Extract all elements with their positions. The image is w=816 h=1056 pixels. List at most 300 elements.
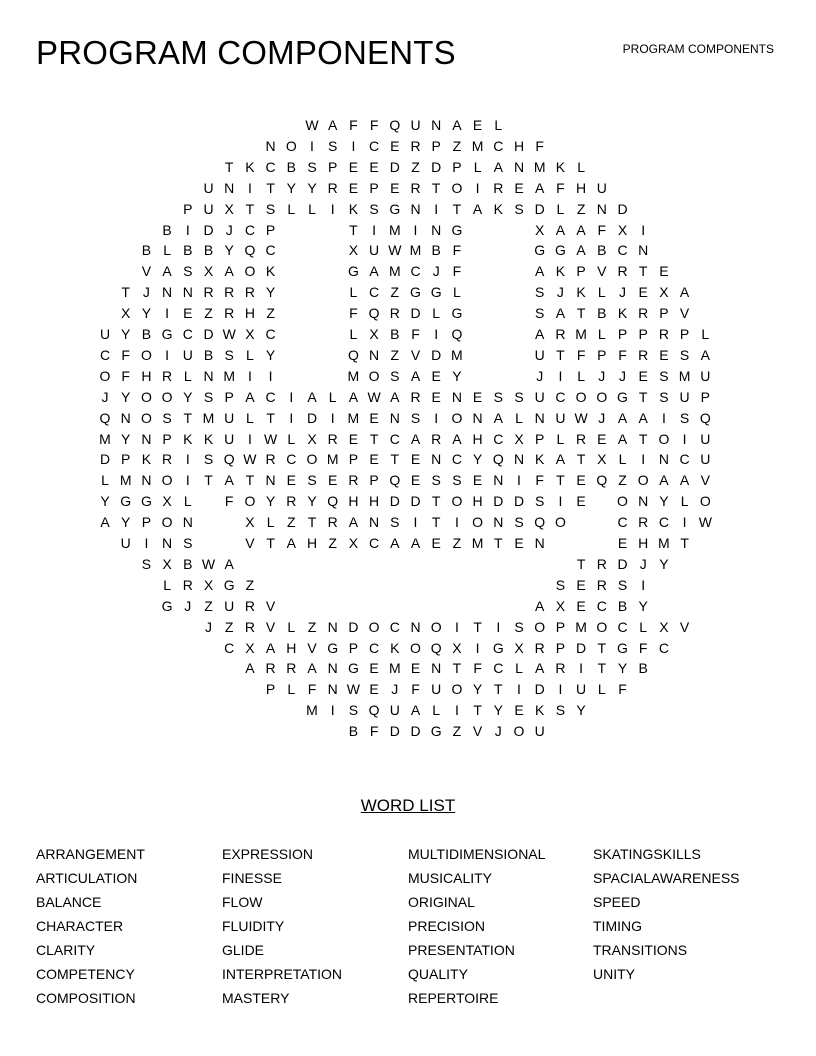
grid-letter: I [247, 179, 252, 196]
grid-letter: N [203, 367, 214, 384]
grid-letter: L [287, 681, 296, 698]
grid-letter: C [265, 158, 276, 175]
grid-letter: J [556, 284, 564, 301]
grid-letter: G [617, 388, 628, 405]
word-item: MULTIDIMENSIONAL [408, 846, 546, 862]
grid-letter: U [431, 681, 442, 698]
grid-letter: G [161, 597, 173, 614]
grid-letter: P [121, 451, 131, 468]
grid-letter: C [286, 451, 297, 468]
grid-letter: R [596, 576, 607, 593]
grid-letter: N [182, 284, 193, 301]
grid-letter: L [494, 117, 503, 133]
grid-letter: H [141, 367, 152, 384]
grid-letter: I [517, 681, 521, 698]
word-item: FLOW [222, 894, 263, 910]
grid-letter: A [224, 263, 234, 280]
grid-letter: A [162, 263, 172, 280]
grid-letter: P [348, 451, 359, 468]
grid-letter: Y [576, 702, 586, 719]
grid-letter: C [493, 137, 504, 154]
grid-letter: X [203, 576, 214, 593]
grid-letter: E [576, 597, 586, 614]
grid-letter: E [659, 263, 669, 280]
grid-letter: I [475, 639, 480, 656]
grid-letter: Y [472, 451, 483, 468]
grid-letter: X [348, 535, 359, 551]
grid-letter: A [328, 117, 338, 133]
grid-letter: S [410, 409, 421, 426]
grid-letter: M [99, 430, 111, 447]
grid-letter: Z [390, 346, 400, 363]
grid-letter: F [556, 179, 565, 196]
grid-letter: E [431, 367, 441, 384]
grid-letter: D [410, 493, 421, 510]
grid-letter: E [286, 472, 296, 489]
grid-letter: D [617, 200, 628, 217]
grid-letter: L [597, 681, 606, 698]
grid-letter: I [496, 618, 501, 635]
grid-letter: I [289, 409, 294, 426]
grid-letter: N [327, 681, 338, 698]
word-item: REPERTOIRE [408, 990, 499, 1006]
grid-letter: O [306, 451, 318, 468]
grid-letter: W [305, 117, 319, 133]
grid-letter: J [432, 263, 440, 280]
grid-letter: F [638, 639, 648, 656]
grid-letter: T [597, 639, 607, 656]
grid-letter: B [203, 346, 214, 363]
grid-letter: D [306, 409, 318, 426]
grid-letter: R [658, 326, 669, 342]
grid-letter: Q [596, 472, 608, 489]
grid-letter: Y [183, 388, 193, 405]
grid-letter: L [287, 430, 296, 447]
grid-letter: R [638, 346, 649, 363]
grid-letter: L [308, 200, 316, 217]
grid-letter: Y [265, 346, 276, 363]
grid-letter: I [185, 221, 190, 238]
grid-letter: Q [347, 346, 359, 363]
grid-letter: O [244, 263, 256, 280]
grid-letter: Q [534, 514, 546, 531]
grid-letter: N [658, 451, 669, 468]
grid-letter: Q [368, 305, 380, 322]
grid-letter: G [492, 639, 504, 656]
grid-letter: V [679, 305, 690, 322]
word-item: INTERPRETATION [222, 966, 343, 982]
grid-letter: E [410, 472, 421, 489]
grid-letter: A [535, 263, 545, 280]
grid-letter: A [245, 660, 255, 677]
grid-letter: W [263, 430, 278, 447]
grid-letter: S [265, 200, 276, 217]
grid-letter: J [619, 367, 626, 384]
grid-letter: U [700, 367, 711, 384]
grid-letter: A [617, 409, 628, 426]
grid-letter: L [163, 576, 171, 593]
grid-letter: T [576, 451, 586, 468]
grid-letter: Y [121, 388, 131, 405]
grid-letter: L [515, 409, 523, 426]
grid-letter: U [389, 702, 400, 719]
grid-letter: Z [452, 535, 462, 551]
grid-letter: E [659, 346, 669, 363]
grid-letter: H [472, 493, 483, 510]
grid-letter: J [639, 555, 647, 572]
grid-letter: A [307, 660, 317, 677]
grid-letter: K [576, 284, 586, 301]
grid-letter: P [535, 430, 545, 447]
grid-letter: A [307, 388, 317, 405]
grid-letter: H [369, 493, 380, 510]
grid-letter: C [493, 660, 504, 677]
grid-letter: Q [327, 493, 339, 510]
grid-letter: Q [368, 702, 380, 719]
grid-letter: X [348, 242, 359, 259]
grid-letter: C [555, 388, 566, 405]
grid-letter: A [100, 514, 110, 531]
grid-letter: N [431, 451, 442, 468]
grid-letter: H [244, 305, 255, 322]
grid-letter: A [348, 388, 359, 405]
grid-letter: U [182, 346, 193, 363]
grid-letter: Y [472, 681, 483, 698]
grid-letter: N [513, 158, 525, 175]
grid-letter: M [471, 137, 484, 154]
grid-letter: O [368, 618, 380, 635]
grid-letter: B [286, 158, 296, 175]
grid-letter: U [224, 430, 235, 447]
grid-letter: I [661, 409, 666, 426]
grid-letter: L [618, 451, 627, 468]
word-item: PRESENTATION [408, 942, 515, 958]
grid-letter: P [265, 221, 276, 238]
grid-letter: D [513, 493, 525, 510]
grid-letter: Q [492, 451, 504, 468]
grid-letter: I [558, 681, 563, 698]
grid-letter: L [163, 242, 171, 259]
grid-letter: N [410, 200, 421, 217]
grid-letter: U [534, 346, 545, 363]
grid-letter: G [120, 493, 132, 510]
grid-letter: U [120, 535, 131, 551]
grid-letter: I [434, 200, 439, 217]
grid-letter: C [493, 430, 504, 447]
grid-letter: S [203, 388, 214, 405]
grid-letter: R [244, 618, 255, 635]
grid-letter: F [535, 472, 544, 489]
grid-letter: L [556, 430, 565, 447]
grid-letter: N [141, 472, 152, 489]
grid-letter: O [451, 409, 463, 426]
grid-letter: T [266, 535, 275, 551]
grid-letter: J [598, 409, 606, 426]
grid-letter: C [617, 242, 628, 259]
grid-letter: R [265, 451, 276, 468]
grid-letter: G [451, 221, 463, 238]
grid-letter: B [597, 242, 607, 259]
grid-letter: M [658, 535, 670, 551]
grid-letter: R [576, 430, 587, 447]
grid-letter: U [700, 430, 711, 447]
grid-letter: F [121, 367, 130, 384]
grid-letter: F [121, 346, 130, 363]
grid-letter: O [161, 388, 173, 405]
grid-letter: D [493, 493, 504, 510]
grid-letter: G [410, 284, 421, 301]
grid-letter: C [389, 618, 400, 635]
grid-letter: B [431, 242, 441, 259]
grid-letter: Y [265, 284, 276, 301]
word-column-3 [408, 842, 545, 1010]
grid-letter: T [349, 221, 358, 238]
grid-letter: Q [223, 451, 235, 468]
grid-letter: N [493, 514, 504, 531]
grid-letter: C [658, 514, 669, 531]
grid-letter: D [431, 158, 442, 175]
grid-letter: X [245, 326, 255, 342]
grid-letter: I [475, 179, 480, 196]
grid-letter: I [434, 409, 439, 426]
grid-letter: T [307, 514, 317, 531]
grid-letter: L [515, 660, 523, 677]
grid-letter: R [389, 305, 400, 322]
grid-letter: Z [411, 158, 420, 175]
grid-letter: E [390, 137, 400, 154]
grid-letter: D [389, 493, 400, 510]
grid-letter: I [641, 221, 646, 238]
grid-letter: Y [638, 597, 648, 614]
grid-letter: C [369, 535, 380, 551]
grid-letter: K [348, 200, 359, 217]
grid-letter: O [451, 681, 463, 698]
grid-letter: T [452, 200, 462, 217]
grid-letter: T [556, 472, 565, 489]
grid-letter: L [473, 158, 482, 175]
word-item: CHARACTER [36, 918, 124, 934]
grid-letter: J [101, 388, 109, 405]
grid-letter: X [452, 639, 462, 656]
grid-letter: S [659, 388, 669, 405]
grid-letter: P [183, 200, 193, 217]
grid-letter: S [514, 514, 524, 531]
grid-letter: V [307, 639, 317, 656]
grid-letter: Y [307, 493, 317, 510]
grid-letter: F [473, 660, 482, 677]
grid-letter: T [494, 535, 503, 551]
grid-letter: I [641, 576, 646, 593]
grid-letter: I [165, 305, 170, 322]
grid-letter: Q [389, 472, 401, 489]
grid-letter: B [617, 597, 628, 614]
grid-letter: S [390, 367, 400, 384]
grid-letter: X [514, 430, 524, 447]
grid-letter: Q [99, 409, 111, 426]
grid-letter: E [369, 660, 379, 677]
grid-letter: O [430, 618, 442, 635]
grid-letter: K [390, 639, 400, 656]
grid-letter: S [514, 200, 524, 217]
grid-letter: O [699, 493, 711, 510]
grid-letter: U [679, 388, 690, 405]
grid-letter: F [535, 137, 544, 154]
grid-letter: W [243, 451, 257, 468]
grid-letter: I [579, 660, 584, 677]
grid-letter: L [639, 618, 648, 635]
grid-letter: Y [121, 514, 131, 531]
grid-letter: Z [204, 597, 213, 614]
grid-letter: D [99, 451, 111, 468]
grid-letter: S [328, 137, 338, 154]
grid-letter: G [430, 284, 442, 301]
grid-letter: Y [121, 430, 131, 447]
grid-letter: R [534, 639, 545, 656]
grid-letter: O [617, 493, 628, 510]
grid-letter: B [390, 326, 400, 342]
grid-letter: I [185, 451, 190, 468]
grid-letter: G [451, 305, 463, 322]
word-item: QUALITY [408, 966, 468, 982]
word-item: EXPRESSION [222, 846, 314, 862]
grid-letter: J [494, 723, 502, 740]
grid-letter: C [265, 388, 276, 405]
grid-letter: P [369, 179, 379, 196]
grid-letter: A [452, 117, 462, 133]
grid-letter: A [245, 388, 255, 405]
grid-letter: I [165, 346, 170, 363]
grid-letter: S [183, 535, 193, 551]
grid-letter: N [493, 472, 504, 489]
grid-letter: O [513, 723, 525, 740]
grid-letter: W [201, 555, 216, 572]
grid-letter: T [245, 472, 255, 489]
grid-letter: L [245, 409, 254, 426]
grid-letter: R [410, 137, 421, 154]
grid-letter: S [307, 472, 317, 489]
grid-letter: S [679, 346, 690, 363]
grid-letter: K [535, 702, 545, 719]
grid-letter: U [596, 179, 607, 196]
grid-letter: D [203, 326, 214, 342]
grid-letter: G [161, 326, 173, 342]
grid-letter: W [388, 242, 402, 259]
grid-letter: N [265, 472, 276, 489]
grid-letter: O [534, 618, 546, 635]
grid-letter: F [618, 346, 627, 363]
grid-letter: A [576, 221, 586, 238]
grid-letter: I [330, 200, 335, 217]
grid-letter: E [369, 409, 379, 426]
word-item: SKATINGSKILLS [593, 846, 701, 862]
grid-letter: E [348, 158, 359, 175]
grid-letter: R [410, 179, 421, 196]
grid-letter: U [203, 179, 214, 196]
word-list [36, 842, 796, 1022]
grid-letter: G [534, 242, 546, 259]
grid-letter: E [328, 472, 338, 489]
grid-letter: A [555, 221, 566, 238]
grid-letter: T [473, 702, 482, 719]
grid-letter: P [597, 346, 607, 363]
grid-letter: P [638, 326, 648, 342]
grid-letter: P [617, 326, 628, 342]
grid-letter: W [367, 388, 381, 405]
grid-letter: A [679, 472, 690, 489]
grid-letter: Y [617, 660, 628, 677]
grid-letter: U [534, 388, 545, 405]
grid-letter: Z [287, 514, 296, 531]
grid-letter: G [347, 263, 359, 280]
grid-letter: A [679, 284, 690, 301]
grid-letter: N [513, 451, 525, 468]
grid-letter: L [349, 284, 358, 301]
grid-letter: S [307, 158, 317, 175]
grid-letter: A [472, 200, 483, 217]
grid-letter: L [245, 346, 254, 363]
grid-letter: F [349, 305, 358, 322]
grid-letter: H [472, 430, 483, 447]
grid-letter: D [203, 221, 214, 238]
grid-letter: E [431, 388, 441, 405]
grid-letter: M [347, 409, 360, 426]
grid-letter: O [140, 346, 152, 363]
grid-letter: O [472, 514, 484, 531]
grid-letter: E [472, 388, 483, 405]
grid-letter: O [161, 514, 173, 531]
grid-letter: P [659, 305, 669, 322]
grid-letter: I [454, 514, 459, 531]
grid-letter: J [536, 367, 544, 384]
grid-letter: B [162, 221, 172, 238]
grid-letter: S [390, 514, 400, 531]
grid-letter: L [183, 367, 192, 384]
grid-letter: N [410, 618, 421, 635]
grid-letter: A [576, 242, 586, 259]
grid-letter: A [535, 179, 545, 196]
grid-letter: N [389, 409, 400, 426]
grid-letter: G [140, 493, 152, 510]
grid-letter: Z [452, 137, 462, 154]
grid-letter: Y [659, 493, 669, 510]
grid-letter: R [348, 472, 359, 489]
grid-letter: D [348, 618, 359, 635]
grid-letter: A [265, 639, 276, 656]
grid-letter: B [203, 242, 214, 259]
grid-letter: E [638, 367, 648, 384]
word-item: ORIGINAL [408, 894, 475, 910]
grid-letter: L [597, 284, 606, 301]
grid-letter: T [121, 284, 130, 301]
grid-letter: M [223, 367, 236, 384]
grid-letter: L [577, 158, 585, 175]
grid-letter: E [369, 158, 379, 175]
grid-letter: A [348, 514, 359, 531]
grid-letter: I [310, 137, 314, 154]
grid-letter: E [369, 451, 379, 468]
word-item: ARRANGEMENT [36, 846, 145, 862]
grid-letter: S [183, 263, 193, 280]
grid-letter: T [245, 200, 255, 217]
grid-letter: M [471, 535, 484, 551]
grid-letter: R [431, 430, 442, 447]
grid-letter: P [162, 430, 172, 447]
grid-letter: V [472, 723, 483, 740]
grid-letter: R [286, 493, 297, 510]
grid-letter: I [289, 388, 294, 405]
grid-letter: S [514, 618, 524, 635]
grid-letter: E [390, 179, 400, 196]
